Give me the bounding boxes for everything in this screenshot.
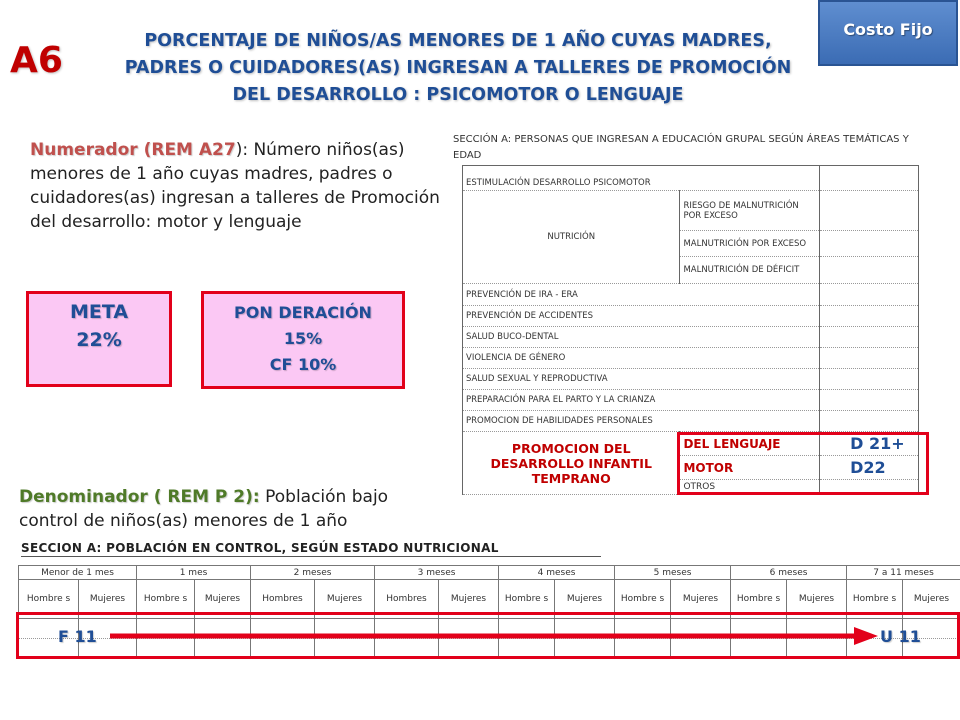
- sex-header: Mujeres: [555, 580, 615, 619]
- value-cell: [820, 390, 919, 411]
- value-cell: [820, 231, 919, 257]
- ponderacion-box: [201, 291, 405, 389]
- numerador-lead: Numerador (REM A27: [30, 140, 236, 160]
- sex-header: Mujeres: [79, 580, 137, 619]
- meta-label: META: [69, 301, 129, 323]
- range-arrow-icon: [110, 626, 880, 646]
- sex-header: Mujeres: [903, 580, 960, 619]
- slide-title: [78, 28, 838, 109]
- promo-value-motor: D22: [820, 456, 919, 480]
- value-cell: [820, 257, 919, 284]
- value-cell: [820, 369, 919, 390]
- area-row: PREVENCIÓN DE IRA - ERA: [463, 284, 820, 306]
- area-row: VIOLENCIA DE GÉNERO: [463, 348, 820, 369]
- rem-a27-table: [462, 165, 919, 495]
- promo-sub-lenguaje: DEL LENGUAJE: [680, 432, 820, 456]
- nutricion-sub: MALNUTRICIÓN DE DÉFICIT: [680, 257, 820, 284]
- sex-header: Hombres: [251, 580, 315, 619]
- rem-a27-caption: SECCIÓN A: PERSONAS QUE INGRESAN A EDUCACIÓN GRUPAL SEGÚN ÁREAS TEMÁTICAS Y EDAD: [453, 134, 909, 161]
- sex-header: Mujeres: [787, 580, 847, 619]
- promo-sub-motor: MOTOR: [680, 456, 820, 480]
- sex-header: Hombre s: [137, 580, 195, 619]
- area-row: PREVENCIÓN DE ACCIDENTES: [463, 306, 820, 327]
- indicator-code: A6: [10, 40, 63, 81]
- sex-header: Hombre s: [847, 580, 903, 619]
- numerador-description: [30, 138, 460, 234]
- denominador-text: Población bajo control de niños(as) menores de 1 año: [19, 487, 389, 531]
- value-cell: [820, 327, 919, 348]
- ponderacion-cf: CF 10%: [269, 355, 337, 374]
- nutricion-sub: RIESGO DE MALNUTRICIÓN POR EXCESO: [680, 191, 820, 231]
- meta-box: [26, 291, 172, 387]
- promo-value-lenguaje: D 21+: [820, 432, 919, 456]
- nutricion-cell: NUTRICIÓN: [463, 191, 680, 284]
- range-end-label: U 11: [880, 627, 921, 646]
- denominador-lead: Denominador ( REM P 2):: [19, 487, 260, 507]
- meta-value: 22%: [76, 329, 122, 351]
- numerador-text: ): Número niños(as) menores de 1 año cuyas madres, padres o cuidadores(as) ingresan a talleres de Promoción del desarrollo: motor y lenguaje: [30, 140, 440, 232]
- value-cell: [820, 166, 919, 191]
- promocion-desarrollo-cell: PROMOCION DEL DESARROLLO INFANTIL TEMPRANO: [463, 432, 680, 495]
- age-group-header: 2 meses: [251, 566, 375, 580]
- value-cell: [820, 480, 919, 495]
- sex-header: Mujeres: [671, 580, 731, 619]
- estimulacion-row: ESTIMULACIÓN DESARROLLO PSICOMOTOR: [463, 166, 820, 191]
- area-row: PROMOCION DE HABILIDADES PERSONALES: [463, 411, 820, 432]
- area-row: SALUD BUCO-DENTAL: [463, 327, 820, 348]
- value-cell: [820, 306, 919, 327]
- range-start-label: F 11: [58, 627, 97, 646]
- sex-header: Mujeres: [315, 580, 375, 619]
- sex-header: Hombre s: [19, 580, 79, 619]
- title-line: PADRES O CUIDADORES(AS) INGRESAN A TALLERES DE PROMOCIÓN: [124, 58, 792, 78]
- value-cell: [820, 284, 919, 306]
- age-group-header: 4 meses: [499, 566, 615, 580]
- age-group-header: 3 meses: [375, 566, 499, 580]
- sex-header: Hombres: [375, 580, 439, 619]
- title-line: DEL DESARROLLO : PSICOMOTOR O LENGUAJE: [232, 85, 684, 105]
- promo-sub-otros: OTROS: [680, 480, 820, 495]
- sex-header: Mujeres: [195, 580, 251, 619]
- sex-header: Mujeres: [439, 580, 499, 619]
- age-group-header: 1 mes: [137, 566, 251, 580]
- ponderacion-value: 15%: [283, 329, 323, 348]
- area-row: PREPARACIÓN PARA EL PARTO Y LA CRIANZA: [463, 390, 820, 411]
- value-cell: [820, 348, 919, 369]
- area-row: SALUD SEXUAL Y REPRODUCTIVA: [463, 369, 820, 390]
- age-group-header: Menor de 1 mes: [19, 566, 137, 580]
- rem-p2-caption: SECCION A: POBLACIÓN EN CONTROL, SEGÚN ESTADO NUTRICIONAL: [21, 541, 601, 557]
- nutricion-sub: MALNUTRICIÓN POR EXCESO: [680, 231, 820, 257]
- value-cell: [820, 411, 919, 432]
- title-line: PORCENTAJE DE NIÑOS/AS MENORES DE 1 AÑO CUYAS MADRES,: [144, 31, 772, 51]
- sex-header: Hombre s: [615, 580, 671, 619]
- costo-fijo-badge: Costo Fijo: [818, 0, 958, 66]
- sex-header: Hombre s: [499, 580, 555, 619]
- sex-header: Hombre s: [731, 580, 787, 619]
- value-cell: [820, 191, 919, 231]
- ponderacion-label: PON DERACIÓN: [234, 303, 372, 322]
- age-group-header: 6 meses: [731, 566, 847, 580]
- age-group-header: 7 a 11 meses: [847, 566, 960, 580]
- age-group-header: 5 meses: [615, 566, 731, 580]
- denominador-description: [19, 485, 439, 533]
